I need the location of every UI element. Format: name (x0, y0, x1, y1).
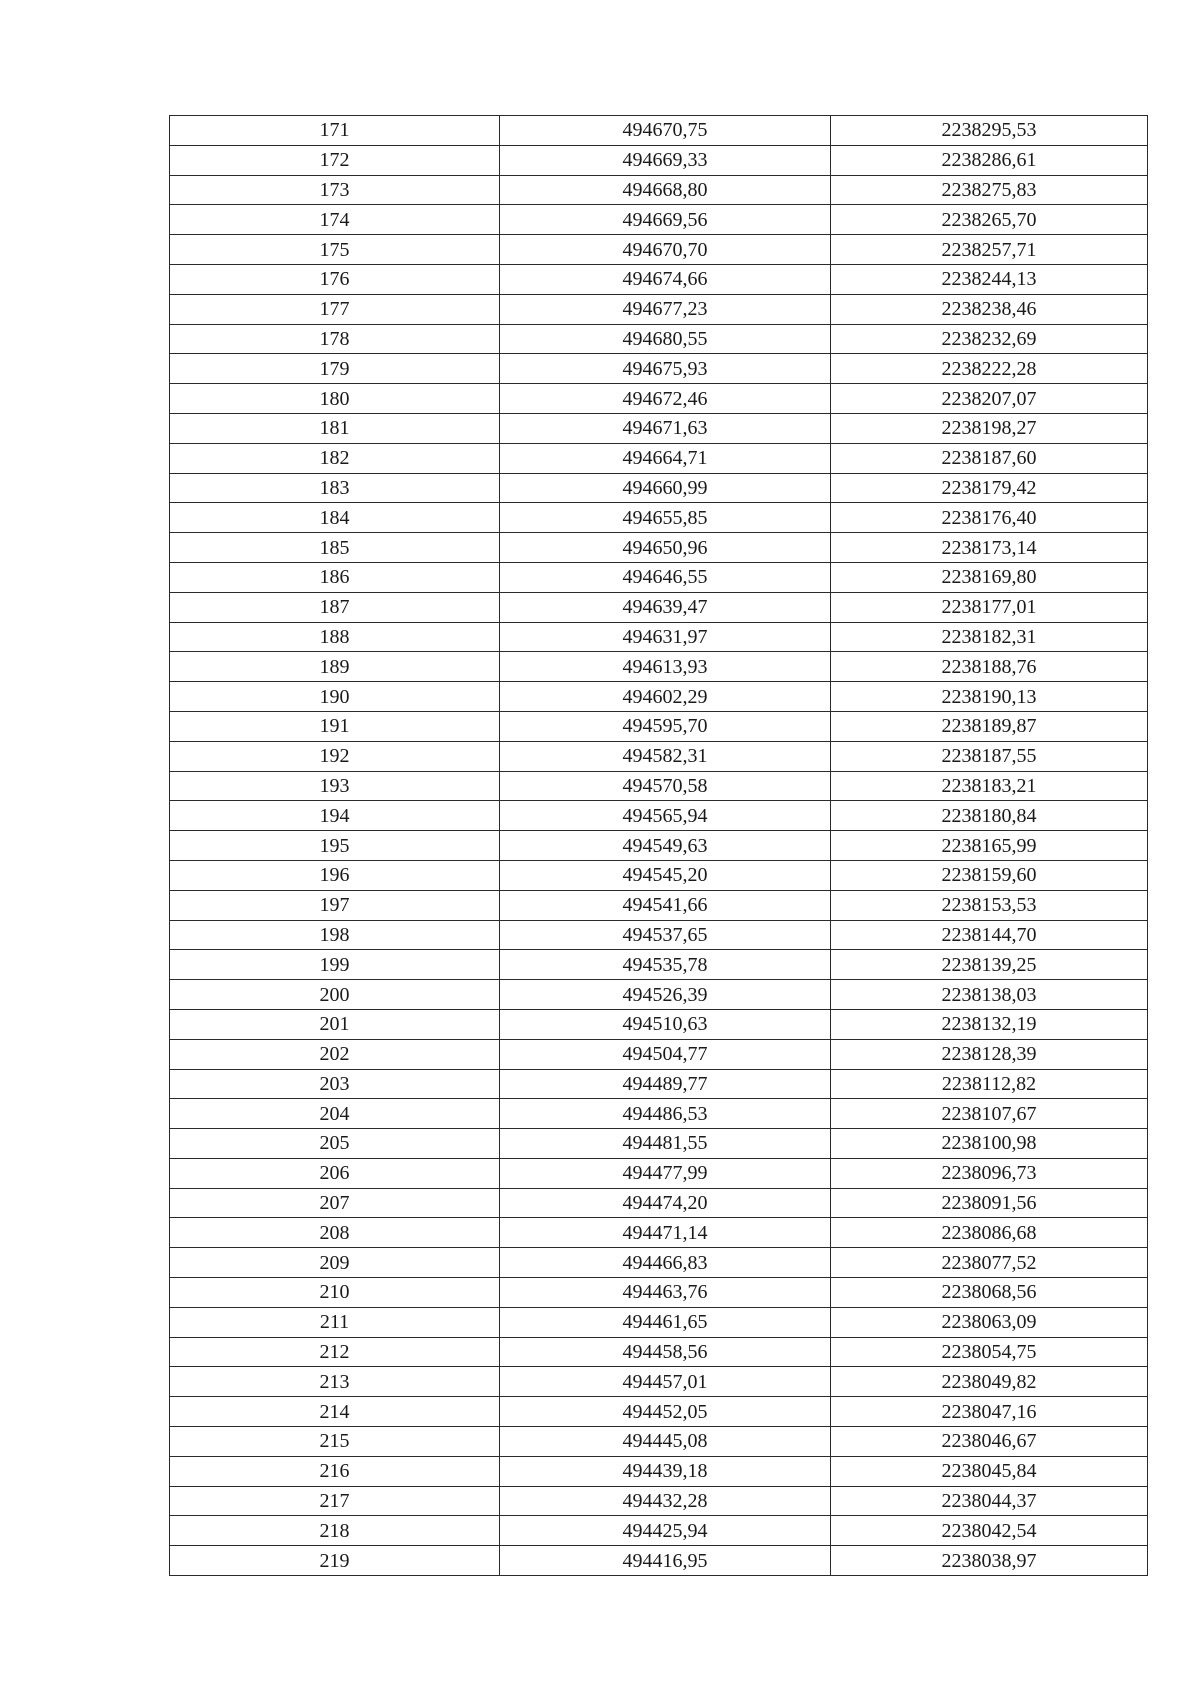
point-number-cell: 183 (170, 473, 500, 503)
point-number-cell: 193 (170, 771, 500, 801)
table-row (170, 354, 1148, 384)
y-coordinate-cell: 2238128,39 (831, 1039, 1148, 1069)
table-row (170, 384, 1148, 414)
table-row (170, 145, 1148, 175)
y-coordinate-cell: 2238047,16 (831, 1397, 1148, 1427)
y-coordinate-cell: 2238176,40 (831, 503, 1148, 533)
x-coordinate-cell: 494650,96 (500, 533, 831, 563)
x-coordinate-cell: 494535,78 (500, 950, 831, 980)
table-row (170, 1069, 1148, 1099)
x-coordinate-cell: 494432,28 (500, 1486, 831, 1516)
x-coordinate-cell: 494537,65 (500, 920, 831, 950)
x-coordinate-cell: 494457,01 (500, 1367, 831, 1397)
point-number-cell: 173 (170, 175, 500, 205)
coordinates-table (169, 115, 1148, 1576)
x-coordinate-cell: 494671,63 (500, 413, 831, 443)
y-coordinate-cell: 2238177,01 (831, 592, 1148, 622)
table-row (170, 294, 1148, 324)
point-number-cell: 196 (170, 860, 500, 890)
y-coordinate-cell: 2238295,53 (831, 116, 1148, 146)
table-row (170, 652, 1148, 682)
y-coordinate-cell: 2238054,75 (831, 1337, 1148, 1367)
x-coordinate-cell: 494680,55 (500, 324, 831, 354)
table-row (170, 116, 1148, 146)
point-number-cell: 207 (170, 1188, 500, 1218)
table-row (170, 175, 1148, 205)
y-coordinate-cell: 2238189,87 (831, 711, 1148, 741)
table-row (170, 890, 1148, 920)
y-coordinate-cell: 2238144,70 (831, 920, 1148, 950)
table-row (170, 1516, 1148, 1546)
point-number-cell: 198 (170, 920, 500, 950)
x-coordinate-cell: 494445,08 (500, 1427, 831, 1457)
point-number-cell: 189 (170, 652, 500, 682)
y-coordinate-cell: 2238286,61 (831, 145, 1148, 175)
table-row (170, 1099, 1148, 1129)
point-number-cell: 194 (170, 801, 500, 831)
x-coordinate-cell: 494670,70 (500, 235, 831, 265)
table-row (170, 1218, 1148, 1248)
point-number-cell: 197 (170, 890, 500, 920)
y-coordinate-cell: 2238232,69 (831, 324, 1148, 354)
y-coordinate-cell: 2238038,97 (831, 1546, 1148, 1576)
point-number-cell: 175 (170, 235, 500, 265)
point-number-cell: 205 (170, 1129, 500, 1159)
x-coordinate-cell: 494425,94 (500, 1516, 831, 1546)
y-coordinate-cell: 2238100,98 (831, 1129, 1148, 1159)
point-number-cell: 191 (170, 711, 500, 741)
y-coordinate-cell: 2238183,21 (831, 771, 1148, 801)
x-coordinate-cell: 494582,31 (500, 741, 831, 771)
table-row (170, 562, 1148, 592)
table-row (170, 1427, 1148, 1457)
x-coordinate-cell: 494541,66 (500, 890, 831, 920)
table-row (170, 860, 1148, 890)
point-number-cell: 174 (170, 205, 500, 235)
table-row (170, 1397, 1148, 1427)
point-number-cell: 217 (170, 1486, 500, 1516)
x-coordinate-cell: 494416,95 (500, 1546, 831, 1576)
point-number-cell: 187 (170, 592, 500, 622)
y-coordinate-cell: 2238222,28 (831, 354, 1148, 384)
point-number-cell: 178 (170, 324, 500, 354)
point-number-cell: 176 (170, 264, 500, 294)
x-coordinate-cell: 494602,29 (500, 682, 831, 712)
y-coordinate-cell: 2238139,25 (831, 950, 1148, 980)
x-coordinate-cell: 494672,46 (500, 384, 831, 414)
point-number-cell: 186 (170, 562, 500, 592)
y-coordinate-cell: 2238165,99 (831, 831, 1148, 861)
y-coordinate-cell: 2238138,03 (831, 980, 1148, 1010)
point-number-cell: 180 (170, 384, 500, 414)
y-coordinate-cell: 2238169,80 (831, 562, 1148, 592)
table-row (170, 1009, 1148, 1039)
table-row (170, 1367, 1148, 1397)
x-coordinate-cell: 494471,14 (500, 1218, 831, 1248)
point-number-cell: 203 (170, 1069, 500, 1099)
point-number-cell: 206 (170, 1158, 500, 1188)
x-coordinate-cell: 494660,99 (500, 473, 831, 503)
y-coordinate-cell: 2238244,13 (831, 264, 1148, 294)
point-number-cell: 216 (170, 1456, 500, 1486)
y-coordinate-cell: 2238257,71 (831, 235, 1148, 265)
x-coordinate-cell: 494669,56 (500, 205, 831, 235)
x-coordinate-cell: 494466,83 (500, 1248, 831, 1278)
y-coordinate-cell: 2238046,67 (831, 1427, 1148, 1457)
y-coordinate-cell: 2238207,07 (831, 384, 1148, 414)
y-coordinate-cell: 2238042,54 (831, 1516, 1148, 1546)
x-coordinate-cell: 494668,80 (500, 175, 831, 205)
y-coordinate-cell: 2238132,19 (831, 1009, 1148, 1039)
table-row (170, 413, 1148, 443)
table-row (170, 533, 1148, 563)
y-coordinate-cell: 2238265,70 (831, 205, 1148, 235)
y-coordinate-cell: 2238159,60 (831, 860, 1148, 890)
y-coordinate-cell: 2238190,13 (831, 682, 1148, 712)
x-coordinate-cell: 494504,77 (500, 1039, 831, 1069)
x-coordinate-cell: 494474,20 (500, 1188, 831, 1218)
y-coordinate-cell: 2238188,76 (831, 652, 1148, 682)
x-coordinate-cell: 494461,65 (500, 1307, 831, 1337)
x-coordinate-cell: 494452,05 (500, 1397, 831, 1427)
x-coordinate-cell: 494669,33 (500, 145, 831, 175)
x-coordinate-cell: 494646,55 (500, 562, 831, 592)
y-coordinate-cell: 2238096,73 (831, 1158, 1148, 1188)
y-coordinate-cell: 2238049,82 (831, 1367, 1148, 1397)
x-coordinate-cell: 494670,75 (500, 116, 831, 146)
x-coordinate-cell: 494613,93 (500, 652, 831, 682)
x-coordinate-cell: 494639,47 (500, 592, 831, 622)
table-row (170, 1158, 1148, 1188)
table-row (170, 622, 1148, 652)
y-coordinate-cell: 2238238,46 (831, 294, 1148, 324)
y-coordinate-cell: 2238275,83 (831, 175, 1148, 205)
table-row (170, 682, 1148, 712)
x-coordinate-cell: 494458,56 (500, 1337, 831, 1367)
x-coordinate-cell: 494565,94 (500, 801, 831, 831)
table-row (170, 264, 1148, 294)
table-row (170, 443, 1148, 473)
x-coordinate-cell: 494463,76 (500, 1278, 831, 1308)
point-number-cell: 201 (170, 1009, 500, 1039)
point-number-cell: 181 (170, 413, 500, 443)
table-row (170, 920, 1148, 950)
table-row (170, 1278, 1148, 1308)
table-row (170, 831, 1148, 861)
point-number-cell: 195 (170, 831, 500, 861)
x-coordinate-cell: 494477,99 (500, 1158, 831, 1188)
table-row (170, 324, 1148, 354)
table-row (170, 503, 1148, 533)
x-coordinate-cell: 494664,71 (500, 443, 831, 473)
table-row (170, 1546, 1148, 1576)
y-coordinate-cell: 2238187,55 (831, 741, 1148, 771)
x-coordinate-cell: 494486,53 (500, 1099, 831, 1129)
point-number-cell: 208 (170, 1218, 500, 1248)
y-coordinate-cell: 2238179,42 (831, 473, 1148, 503)
point-number-cell: 212 (170, 1337, 500, 1367)
point-number-cell: 214 (170, 1397, 500, 1427)
y-coordinate-cell: 2238180,84 (831, 801, 1148, 831)
table-row (170, 1248, 1148, 1278)
y-coordinate-cell: 2238045,84 (831, 1456, 1148, 1486)
table-row (170, 1039, 1148, 1069)
table-row (170, 1307, 1148, 1337)
point-number-cell: 177 (170, 294, 500, 324)
point-number-cell: 215 (170, 1427, 500, 1457)
table-row (170, 950, 1148, 980)
y-coordinate-cell: 2238112,82 (831, 1069, 1148, 1099)
x-coordinate-cell: 494439,18 (500, 1456, 831, 1486)
x-coordinate-cell: 494481,55 (500, 1129, 831, 1159)
y-coordinate-cell: 2238182,31 (831, 622, 1148, 652)
table-row (170, 473, 1148, 503)
point-number-cell: 211 (170, 1307, 500, 1337)
point-number-cell: 182 (170, 443, 500, 473)
point-number-cell: 200 (170, 980, 500, 1010)
point-number-cell: 188 (170, 622, 500, 652)
y-coordinate-cell: 2238091,56 (831, 1188, 1148, 1218)
point-number-cell: 219 (170, 1546, 500, 1576)
table-row (170, 205, 1148, 235)
table-row (170, 1486, 1148, 1516)
point-number-cell: 172 (170, 145, 500, 175)
x-coordinate-cell: 494655,85 (500, 503, 831, 533)
table-row (170, 980, 1148, 1010)
table-row (170, 235, 1148, 265)
y-coordinate-cell: 2238063,09 (831, 1307, 1148, 1337)
point-number-cell: 179 (170, 354, 500, 384)
point-number-cell: 185 (170, 533, 500, 563)
point-number-cell: 171 (170, 116, 500, 146)
point-number-cell: 218 (170, 1516, 500, 1546)
table-row (170, 711, 1148, 741)
table-row (170, 592, 1148, 622)
point-number-cell: 192 (170, 741, 500, 771)
point-number-cell: 199 (170, 950, 500, 980)
point-number-cell: 184 (170, 503, 500, 533)
y-coordinate-cell: 2238153,53 (831, 890, 1148, 920)
x-coordinate-cell: 494595,70 (500, 711, 831, 741)
y-coordinate-cell: 2238077,52 (831, 1248, 1148, 1278)
x-coordinate-cell: 494545,20 (500, 860, 831, 890)
x-coordinate-cell: 494526,39 (500, 980, 831, 1010)
x-coordinate-cell: 494674,66 (500, 264, 831, 294)
table-row (170, 1456, 1148, 1486)
x-coordinate-cell: 494677,23 (500, 294, 831, 324)
table-row (170, 741, 1148, 771)
y-coordinate-cell: 2238198,27 (831, 413, 1148, 443)
table-row (170, 1337, 1148, 1367)
table-row (170, 801, 1148, 831)
x-coordinate-cell: 494489,77 (500, 1069, 831, 1099)
table-row (170, 1129, 1148, 1159)
x-coordinate-cell: 494570,58 (500, 771, 831, 801)
y-coordinate-cell: 2238086,68 (831, 1218, 1148, 1248)
x-coordinate-cell: 494549,63 (500, 831, 831, 861)
point-number-cell: 202 (170, 1039, 500, 1069)
point-number-cell: 213 (170, 1367, 500, 1397)
point-number-cell: 210 (170, 1278, 500, 1308)
table-row (170, 1188, 1148, 1218)
y-coordinate-cell: 2238107,67 (831, 1099, 1148, 1129)
x-coordinate-cell: 494510,63 (500, 1009, 831, 1039)
y-coordinate-cell: 2238044,37 (831, 1486, 1148, 1516)
point-number-cell: 190 (170, 682, 500, 712)
y-coordinate-cell: 2238173,14 (831, 533, 1148, 563)
table-row (170, 771, 1148, 801)
x-coordinate-cell: 494631,97 (500, 622, 831, 652)
y-coordinate-cell: 2238068,56 (831, 1278, 1148, 1308)
point-number-cell: 209 (170, 1248, 500, 1278)
coordinates-table-body (170, 116, 1148, 1576)
point-number-cell: 204 (170, 1099, 500, 1129)
x-coordinate-cell: 494675,93 (500, 354, 831, 384)
y-coordinate-cell: 2238187,60 (831, 443, 1148, 473)
